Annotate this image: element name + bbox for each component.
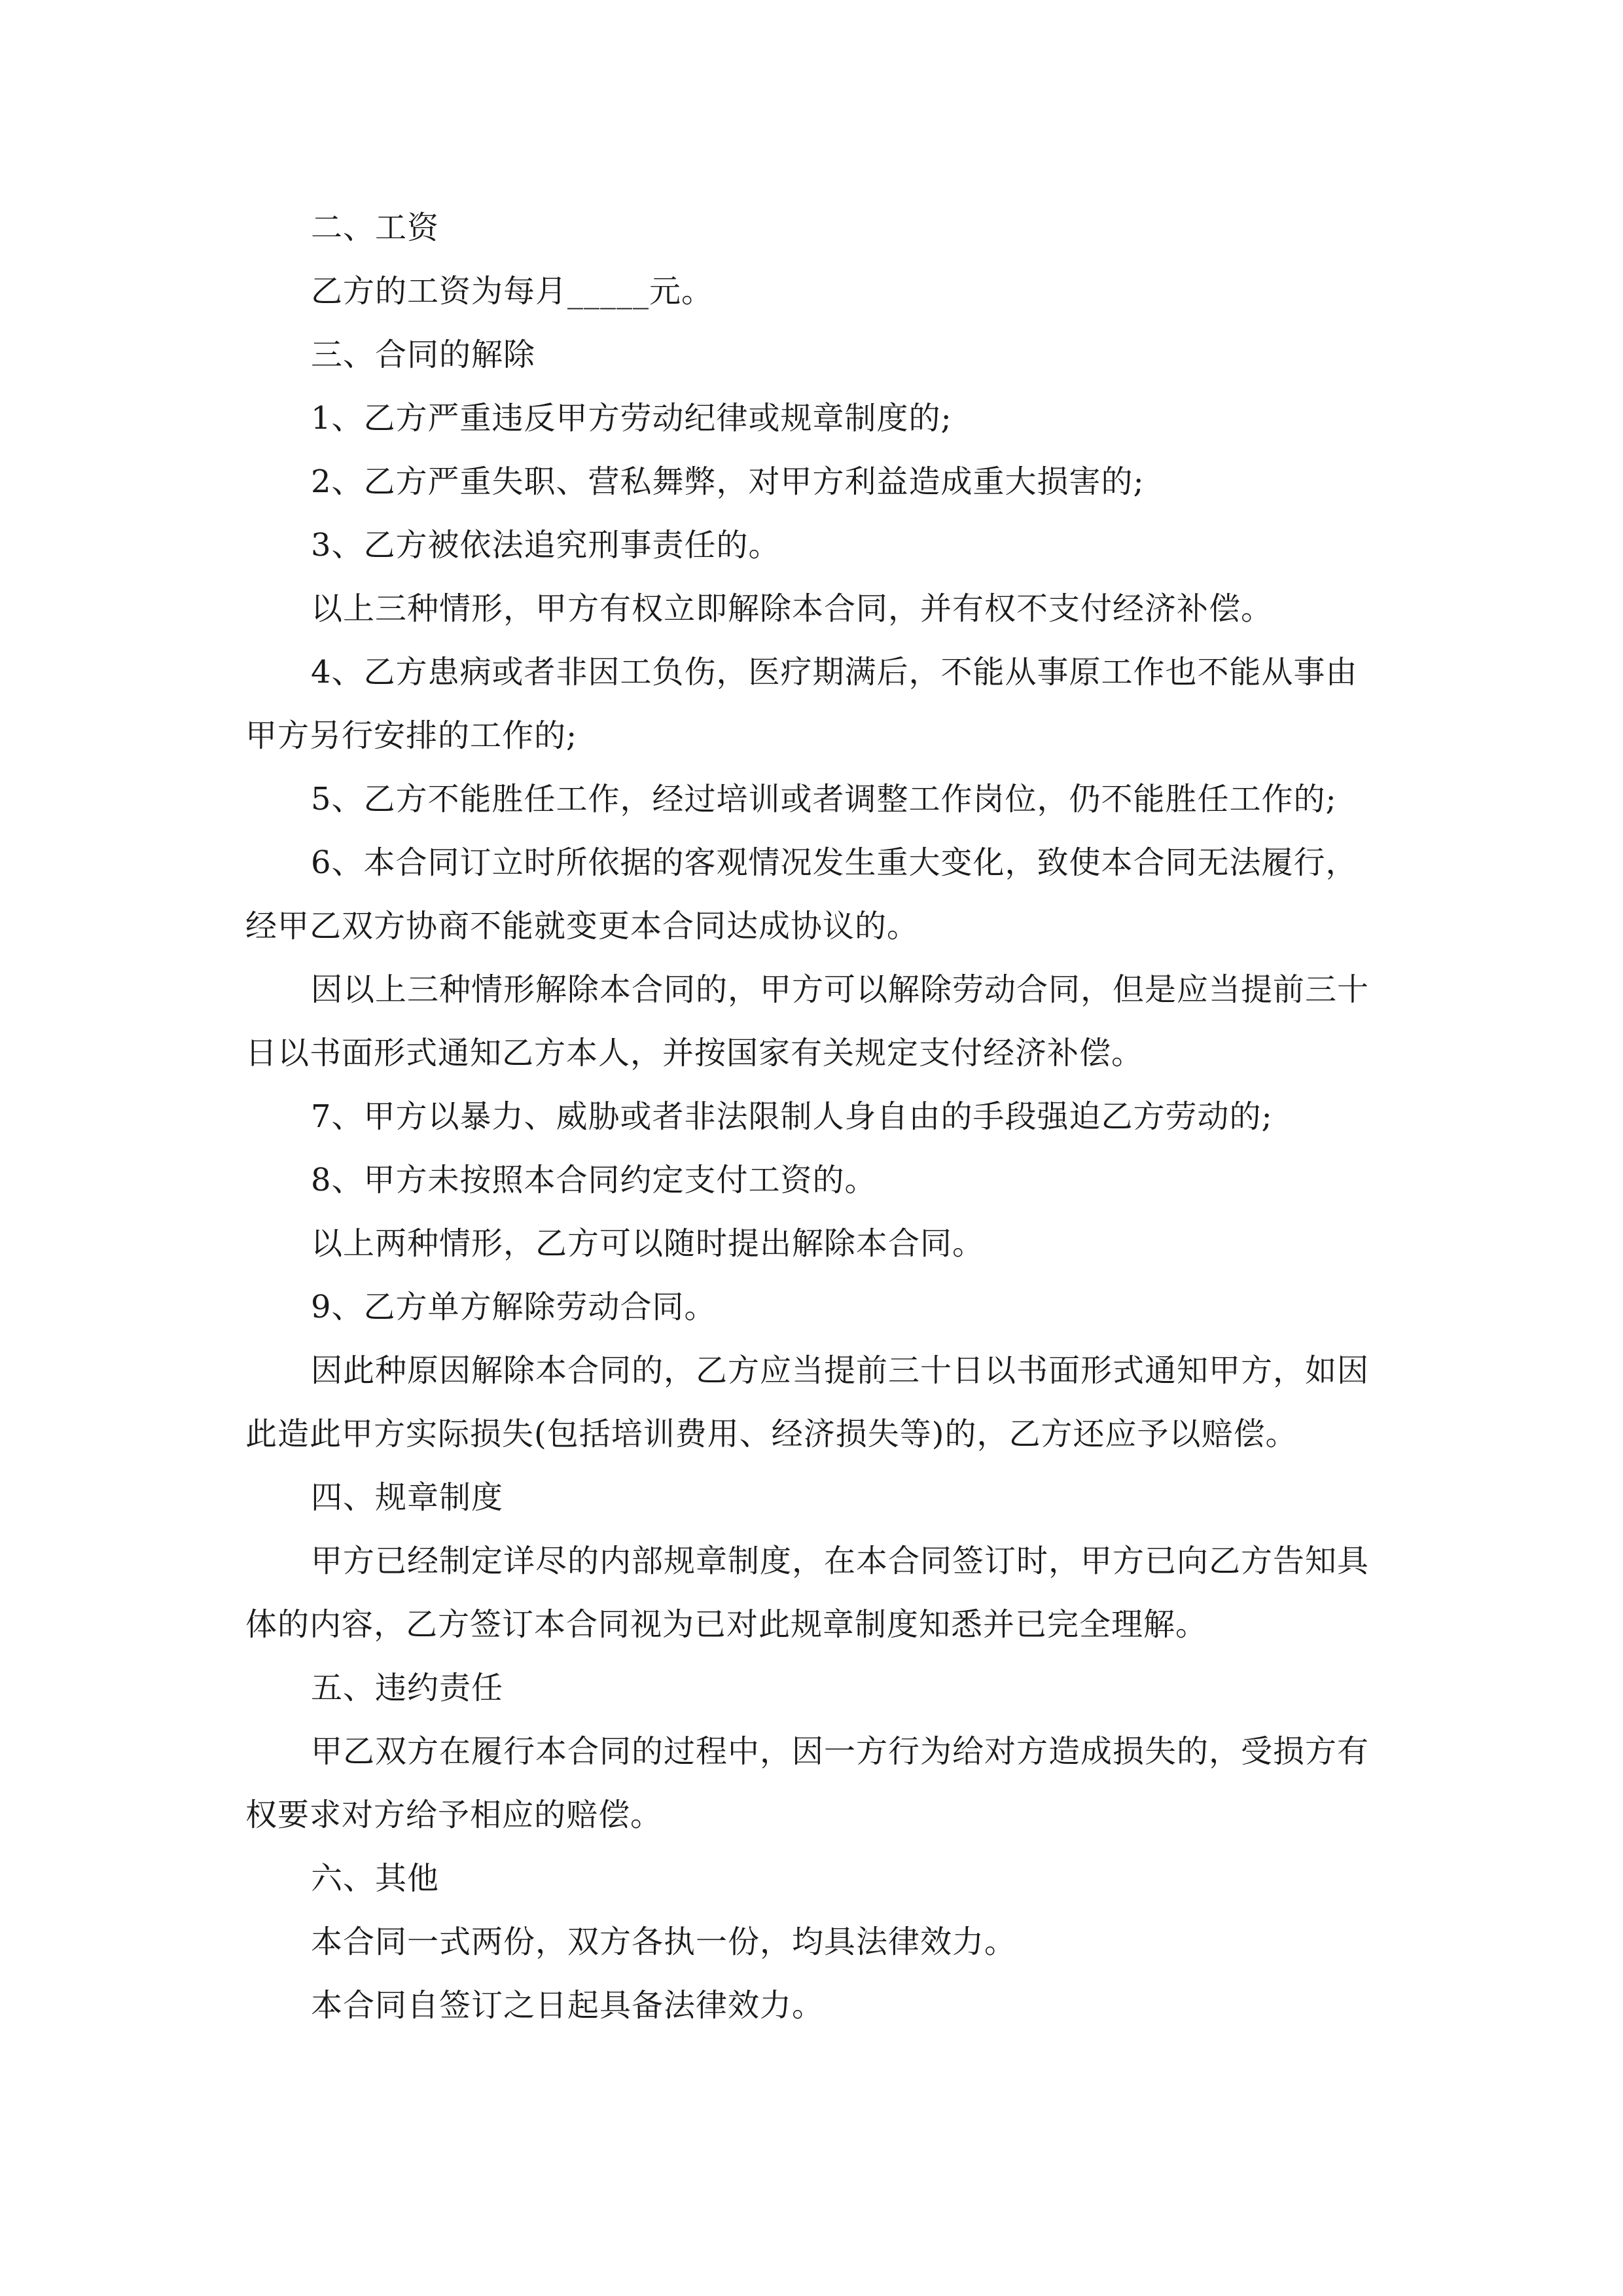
clause-item-5: 5、乙方不能胜任工作，经过培训或者调整工作岗位，仍不能胜任工作的; xyxy=(311,781,1337,817)
section-heading-salary: 二、工资 xyxy=(311,209,440,246)
clause-summary-4-6: 因以上三种情形解除本合同的，甲方可以解除劳动合同，但是应当提前三十日以书面形式通知乙方本人，并按国家有关规定支付经济补偿。 xyxy=(245,971,1370,1071)
clause-summary-1-3: 以上三种情形，甲方有权立即解除本合同，并有权不支付经济补偿。 xyxy=(311,590,1274,627)
clause-item-3: 3、乙方被依法追究刑事责任的。 xyxy=(311,527,781,564)
clause-item-2: 2、乙方严重失职、营私舞弊，对甲方利益造成重大损害的; xyxy=(311,463,1145,500)
copies-clause: 本合同一式两份，双方各执一份，均具法律效力。 xyxy=(311,1924,1017,1960)
clause-item-7: 7、甲方以暴力、威胁或者非法限制人身自由的手段强迫乙方劳动的; xyxy=(311,1098,1273,1135)
section-heading-other: 六、其他 xyxy=(311,1860,440,1897)
clause-item-6: 6、本合同订立时所依据的客观情况发生重大变化，致使本合同无法履行，经甲乙双方协商不能就变更本合同达成协议的。 xyxy=(245,844,1358,944)
section-heading-termination: 三、合同的解除 xyxy=(311,336,536,373)
rules-clause: 甲方已经制定详尽的内部规章制度，在本合同签订时，甲方已向乙方告知具体的内容，乙方签订本合同视为已对此规章制度知悉并已完全理解。 xyxy=(245,1543,1370,1643)
clause-item-1: 1、乙方严重违反甲方劳动纪律或规章制度的; xyxy=(311,400,952,437)
section-heading-liability: 五、违约责任 xyxy=(311,1670,504,1706)
clause-item-9: 9、乙方单方解除劳动合同。 xyxy=(311,1289,717,1325)
liability-clause: 甲乙双方在履行本合同的过程中，因一方行为给对方造成损失的，受损方有权要求对方给予相应的赔偿。 xyxy=(245,1733,1370,1833)
effective-clause: 本合同自签订之日起具备法律效力。 xyxy=(311,1987,825,2024)
salary-clause: 乙方的工资为每月_____元。 xyxy=(311,273,714,310)
document-body xyxy=(245,196,1381,2037)
clause-summary-9: 因此种原因解除本合同的，乙方应当提前三十日以书面形式通知甲方，如因此造此甲方实际损失(包括培训费用、经济损失等)的，乙方还应予以赔偿。 xyxy=(245,1352,1370,1452)
clause-item-4: 4、乙方患病或者非因工负伤，医疗期满后，不能从事原工作也不能从事由甲方另行安排的工作的; xyxy=(245,654,1358,754)
clause-item-8: 8、甲方未按照本合同约定支付工资的。 xyxy=(311,1162,877,1198)
section-heading-rules: 四、规章制度 xyxy=(311,1479,504,1516)
clause-summary-7-8: 以上两种情形，乙方可以随时提出解除本合同。 xyxy=(311,1225,985,1262)
